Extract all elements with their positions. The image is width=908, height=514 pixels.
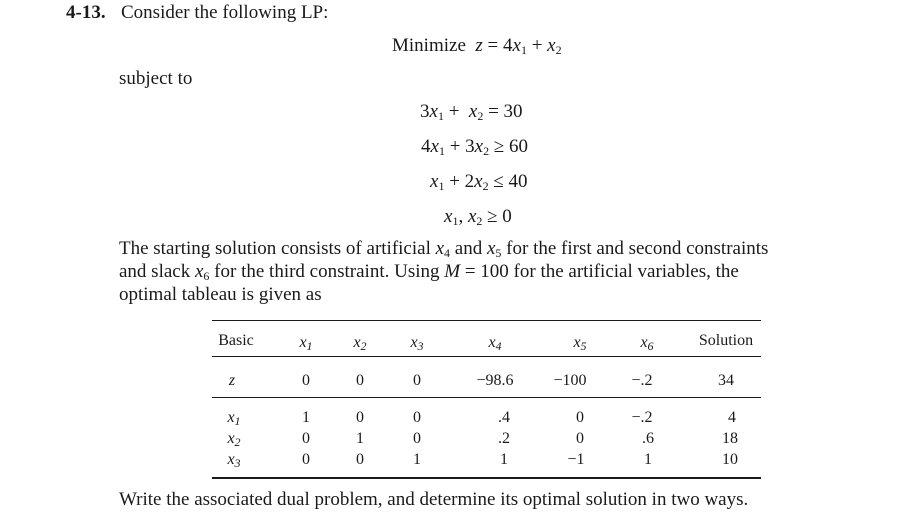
row-x2-x1: 0 <box>302 430 310 447</box>
constraint-1: $3x_1 + x_2 = 30$ <box>420 101 523 123</box>
z-row-solution: 34 <box>718 372 734 389</box>
z-row-x5: −100 <box>553 372 587 389</box>
row-x2-x4: .2 <box>498 430 510 447</box>
tableau-description <box>119 237 839 306</box>
problem-intro: Consider the following LP: <box>121 2 329 23</box>
row-x1-x1: 1 <box>302 409 310 426</box>
header-x6: $x_6$ <box>640 334 654 353</box>
row-x2-x6: .6 <box>642 430 654 447</box>
nonnegativity-constraint: $x_1$, $x_2 \ge 0$ <box>444 206 512 228</box>
row-x1-basic: $x_1$ <box>227 409 241 428</box>
tableau-top-rule <box>212 320 761 321</box>
row-x3-basic: $x_3$ <box>227 451 241 470</box>
header-basic: Basic <box>218 332 254 349</box>
row-x3-x1: 0 <box>302 451 310 468</box>
z-row-x3: 0 <box>413 372 421 389</box>
objective-label: Minimize <box>392 35 466 56</box>
constraint-3: $x_1 + 2x_2 \le 40$ <box>430 171 528 193</box>
row-x1-x4: .4 <box>498 409 510 426</box>
row-x2-x2: 1 <box>356 430 364 447</box>
z-row-x1: 0 <box>302 372 310 389</box>
row-x2-solution: 18 <box>722 430 738 447</box>
z-row-x6: −.2 <box>631 372 653 389</box>
objective-function: Minimize $z = 4x_1 + x_2$ <box>392 35 562 57</box>
row-x2-x3: 0 <box>413 430 421 447</box>
subject-to-label: subject to <box>119 68 193 89</box>
header-x2: $x_2$ <box>353 334 367 353</box>
header-x1: $x_1$ <box>299 334 313 353</box>
closing-instruction: Write the associated dual problem, and determine its optimal solution in two ways. <box>119 489 749 510</box>
row-x1-solution: 4 <box>728 409 736 426</box>
tableau-z-rule <box>212 397 761 398</box>
paragraph-line-3: optimal tableau is given as <box>119 284 322 305</box>
tableau-header-rule <box>212 356 761 357</box>
problem-number: 4-13. <box>66 2 106 23</box>
row-x3-x6: 1 <box>644 451 652 468</box>
header-x4: $x_4$ <box>488 334 502 353</box>
row-x3-x2: 0 <box>356 451 364 468</box>
row-x3-x4: 1 <box>500 451 508 468</box>
row-x2-x5: 0 <box>576 430 584 447</box>
row-x3-x3: 1 <box>413 451 421 468</box>
z-row-x4: −98.6 <box>476 372 514 389</box>
row-x1-x3: 0 <box>413 409 421 426</box>
paragraph-line-2: and slack $x_6$ for the third constraint. Using M = 100 for the artificial variables, the <box>119 261 739 283</box>
row-x3-x5: −1 <box>567 451 585 468</box>
row-x1-x6: −.2 <box>631 409 653 426</box>
row-x3-solution: 10 <box>722 451 738 468</box>
header-solution: Solution <box>698 332 754 349</box>
row-x2-basic: $x_2$ <box>227 430 241 449</box>
constraint-2: $4x_1 + 3x_2 \ge 60$ <box>421 136 529 158</box>
optimal-tableau <box>212 320 761 480</box>
z-row-basic: z <box>228 372 236 389</box>
row-x1-x5: 0 <box>576 409 584 426</box>
header-x3: $x_3$ <box>410 334 424 353</box>
paragraph-line-1: The starting solution consists of artificial $x_4$ and $x_5$ for the first and second constraints <box>119 238 769 260</box>
header-x5: $x_5$ <box>573 334 587 353</box>
z-row-x2: 0 <box>356 372 364 389</box>
row-x1-x2: 0 <box>356 409 364 426</box>
tableau-bottom-rule <box>212 477 761 479</box>
